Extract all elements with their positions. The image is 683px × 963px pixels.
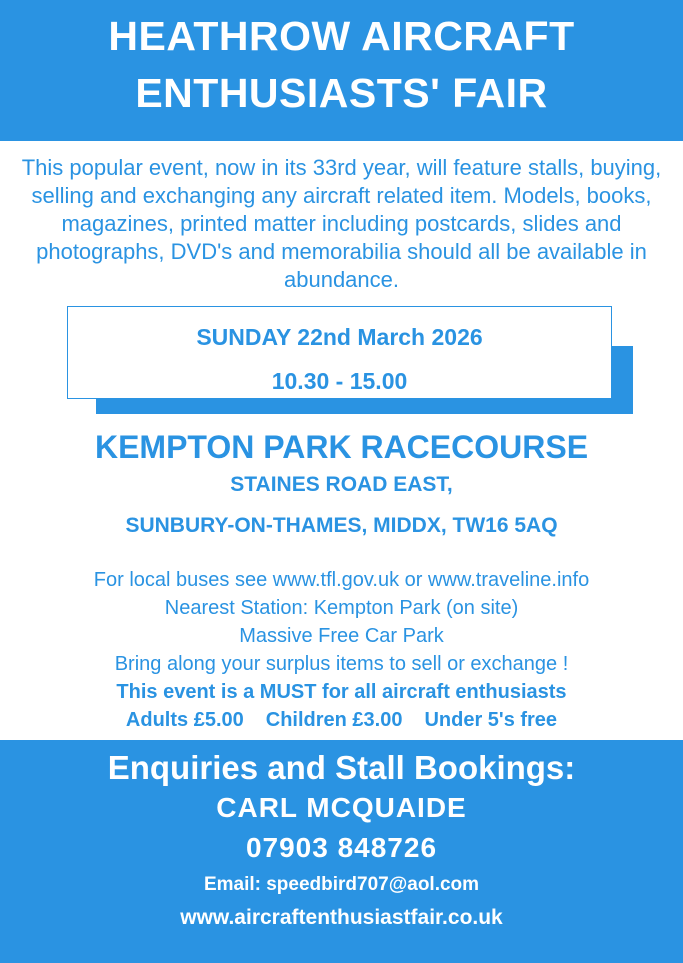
venue-road: STAINES ROAD EAST, — [230, 473, 453, 496]
station-info: Nearest Station: Kempton Park (on site) — [164, 597, 519, 619]
parking-info: Massive Free Car Park — [239, 625, 444, 647]
contact-email: Email: speedbird707@aol.com — [203, 874, 480, 895]
event-time: 10.30 - 15.00 — [271, 368, 408, 394]
price-adults: Adults £5.00 — [125, 709, 244, 731]
title-line-1: HEATHROW AIRCRAFT — [108, 13, 575, 59]
price-children: Children £3.00 — [265, 709, 403, 731]
surplus-info: Bring along your surplus items to sell or exchange ! — [114, 653, 569, 675]
enquiries-heading: Enquiries and Stall Bookings: — [107, 749, 576, 786]
contact-name: CARL MCQUAIDE — [216, 792, 467, 823]
buses-info: For local buses see www.tfl.gov.uk or www.traveline.info — [93, 569, 590, 591]
must-info: This event is a MUST for all aircraft enthusiasts — [116, 681, 567, 703]
venue-town: SUNBURY-ON-THAMES, MIDDX, TW16 5AQ — [125, 514, 558, 537]
contact-phone: 07903 848726 — [245, 832, 438, 863]
title-line-2: ENTHUSIASTS' FAIR — [135, 70, 548, 116]
date-box — [67, 306, 612, 399]
intro-paragraph: This popular event, now in its 33rd year, will feature stalls, buying, selling and exchanging any aircraft related item. Models, books, magazines, printed matter including postcards, slides and photographs, DVD's and memorabilia should all be available in abundance. — [21, 155, 662, 292]
contact-website: www.aircraftenthusiastfair.co.uk — [180, 906, 503, 929]
venue-name: KEMPTON PARK RACECOURSE — [94, 429, 589, 465]
prices-row — [0, 706, 683, 734]
event-date: SUNDAY 22nd March 2026 — [196, 324, 483, 350]
price-under5: Under 5's free — [424, 709, 558, 731]
